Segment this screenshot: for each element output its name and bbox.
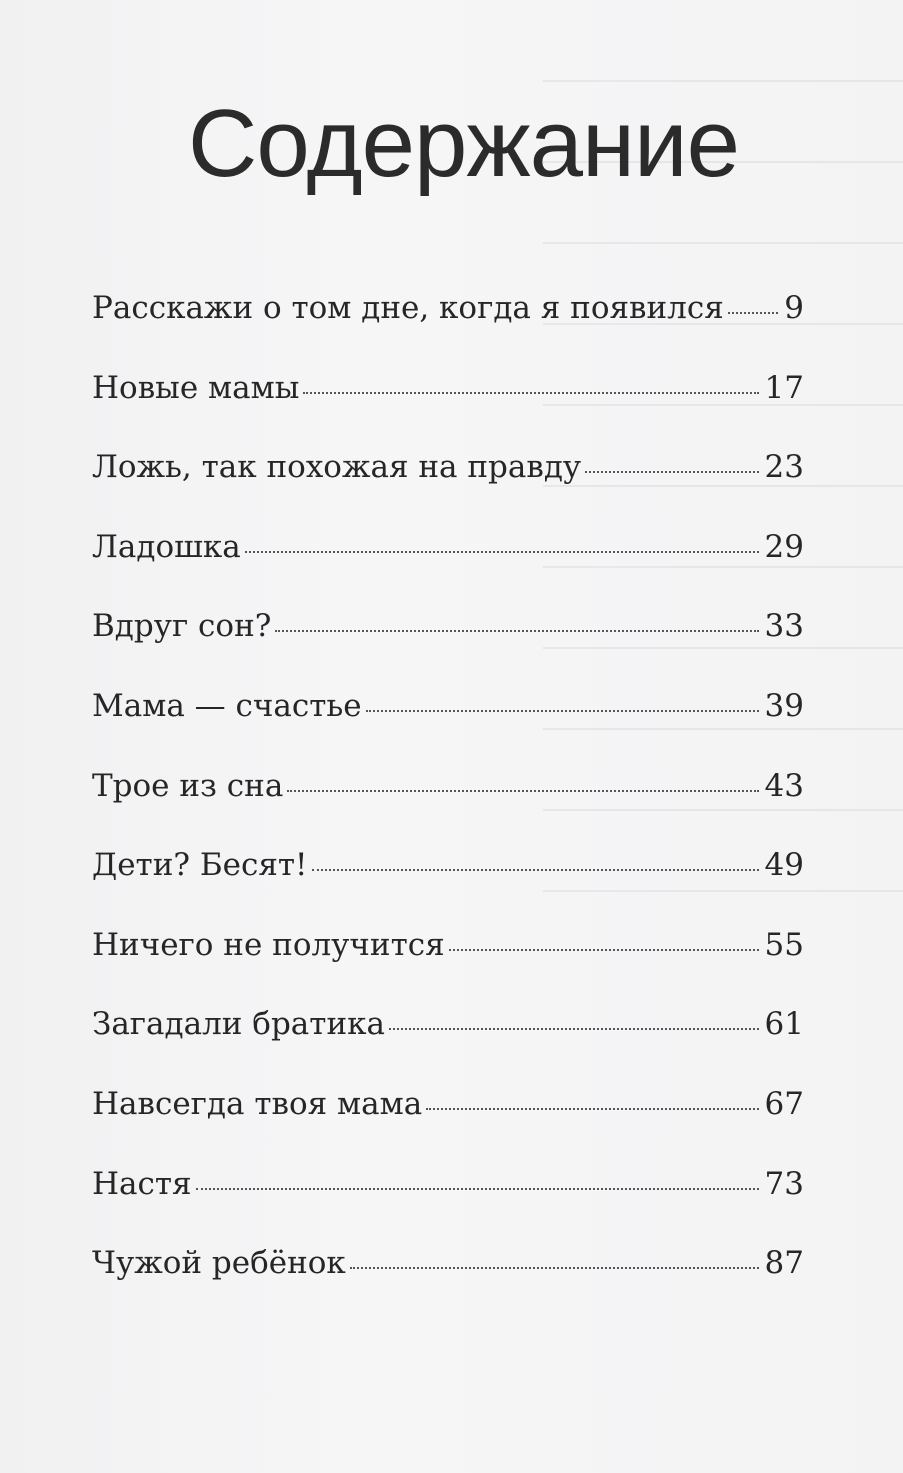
toc-entry-page: 33 bbox=[764, 608, 804, 645]
toc-entry-page: 17 bbox=[764, 369, 804, 406]
toc-entry bbox=[92, 847, 804, 927]
toc-entry-page: 61 bbox=[764, 1006, 804, 1043]
toc-entry-page: 43 bbox=[764, 767, 804, 804]
toc-entry-title: Настя bbox=[92, 1165, 192, 1202]
toc-entry-page: 87 bbox=[764, 1245, 804, 1282]
dot-leader bbox=[389, 1028, 759, 1030]
toc-entry bbox=[92, 608, 804, 688]
dot-leader bbox=[449, 949, 759, 951]
toc-entry bbox=[92, 449, 804, 529]
toc-entry bbox=[92, 290, 804, 370]
toc-entry-title: Дети? Бесят! bbox=[92, 847, 308, 884]
dot-leader bbox=[196, 1188, 759, 1190]
toc-entry bbox=[92, 529, 804, 609]
table-of-contents bbox=[92, 290, 804, 1325]
toc-entry-title: Новые мамы bbox=[92, 369, 300, 406]
toc-entry-page: 55 bbox=[764, 926, 804, 963]
dot-leader bbox=[426, 1108, 758, 1110]
toc-entry bbox=[92, 1086, 804, 1166]
toc-entry bbox=[92, 1245, 804, 1325]
toc-entry-title: Загадали братика bbox=[92, 1006, 385, 1043]
toc-entry bbox=[92, 768, 804, 848]
dot-leader bbox=[303, 392, 758, 394]
toc-entry bbox=[92, 370, 804, 450]
toc-entry-title: Чужой ребёнок bbox=[92, 1245, 346, 1282]
toc-entry bbox=[92, 1006, 804, 1086]
dot-leader bbox=[312, 869, 759, 871]
toc-entry-page: 49 bbox=[764, 847, 804, 884]
dot-leader bbox=[245, 551, 759, 553]
toc-entry-page: 39 bbox=[764, 687, 804, 724]
toc-entry-title: Трое из сна bbox=[92, 767, 284, 804]
toc-entry bbox=[92, 688, 804, 768]
dot-leader bbox=[728, 312, 778, 314]
page-title: Содержание bbox=[188, 90, 740, 197]
toc-entry-page: 23 bbox=[764, 449, 804, 486]
dot-leader bbox=[275, 630, 758, 632]
toc-entry-page: 67 bbox=[764, 1085, 804, 1122]
toc-entry-title: Расскажи о том дне, когда я появился bbox=[92, 290, 724, 326]
toc-entry-title: Навсегда твоя мама bbox=[92, 1085, 423, 1122]
toc-entry-page: 29 bbox=[764, 528, 804, 565]
dot-leader bbox=[287, 790, 758, 792]
toc-entry-title: Ладошка bbox=[92, 528, 241, 565]
dot-leader bbox=[585, 471, 758, 473]
dot-leader bbox=[366, 710, 759, 712]
toc-entry-title: Ничего не получится bbox=[92, 926, 445, 963]
toc-entry bbox=[92, 927, 804, 1007]
dot-leader bbox=[350, 1267, 759, 1269]
toc-entry bbox=[92, 1166, 804, 1246]
toc-entry-page: 9 bbox=[784, 290, 804, 326]
toc-entry-title: Ложь, так похожая на правду bbox=[92, 449, 582, 486]
toc-entry-title: Вдруг сон? bbox=[92, 608, 272, 645]
toc-entry-title: Мама — счастье bbox=[92, 687, 362, 724]
toc-entry-page: 73 bbox=[764, 1165, 804, 1202]
